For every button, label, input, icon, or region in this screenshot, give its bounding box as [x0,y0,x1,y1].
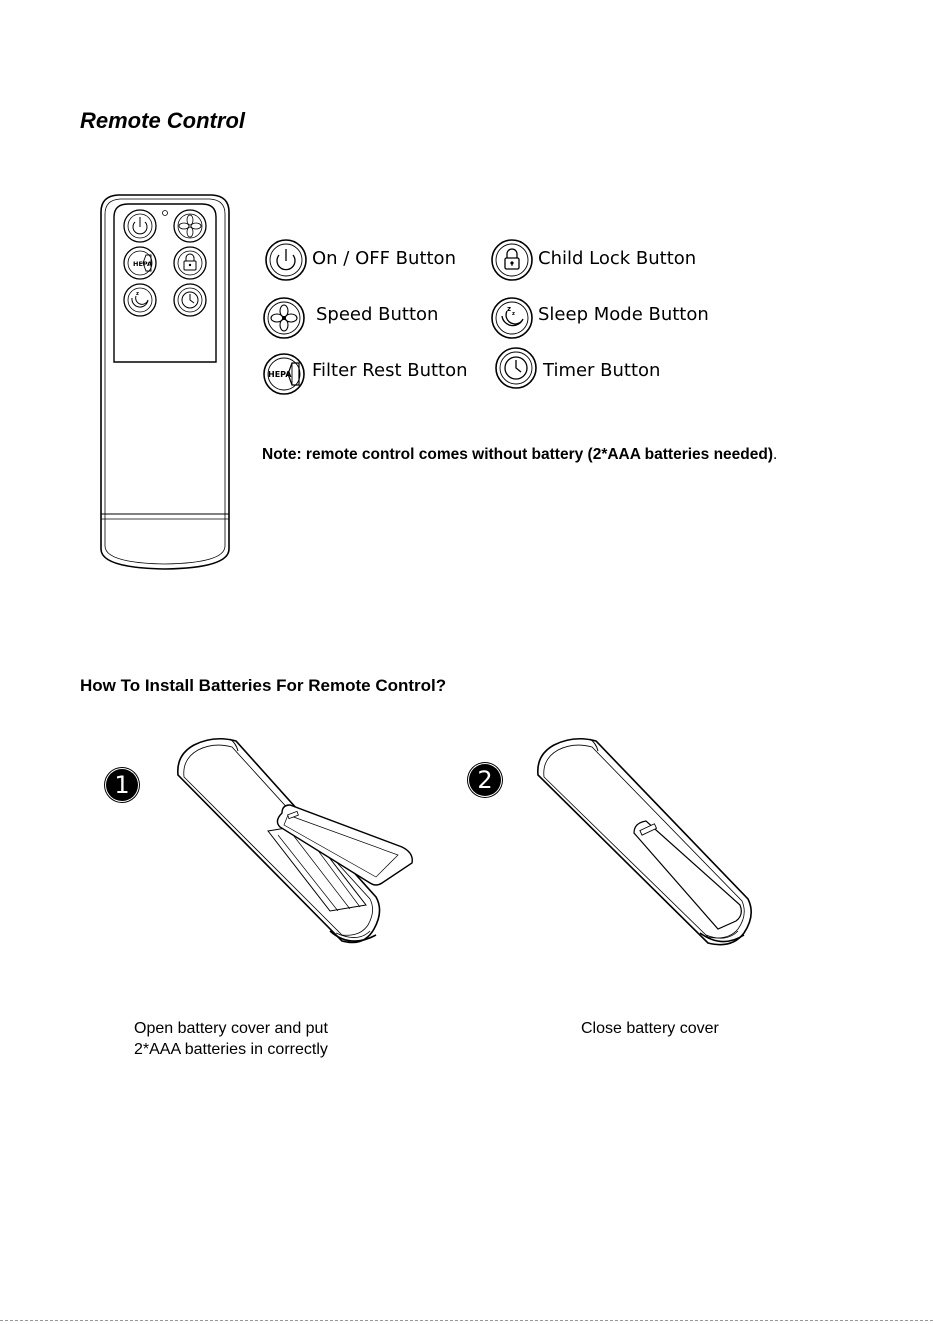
step-2-caption [581,1018,719,1039]
legend-label-sleep-mode: Sleep Mode Button [538,304,709,325]
legend-label-timer: Timer Button [543,360,661,381]
close-battery-cover-illustration [530,735,765,955]
battery-note [262,444,802,465]
step-2-caption-line-1: Close battery cover [581,1020,719,1037]
svg-text:z: z [512,311,515,317]
remote-hepa-text: HEPA [133,260,153,268]
power-icon [264,238,308,282]
step-number-badge: 2 [469,764,501,796]
step-1-caption [134,1018,328,1060]
sleep-mode-icon [490,296,534,340]
child-lock-icon [490,238,534,282]
step-1-caption-line-2: 2*AAA batteries in correctly [134,1041,328,1058]
svg-text:z: z [136,291,139,297]
battery-note-text: Note: remote control comes without battery (2*AAA batteries needed) [262,446,774,463]
legend-label-child-lock: Child Lock Button [538,248,697,269]
remote-child-lock-button[interactable] [174,247,206,279]
timer-icon [494,346,538,390]
svg-text:z: z [507,305,512,313]
section-title-remote-control: Remote Control [80,108,245,133]
battery-note-period: . [773,446,778,463]
remote-filter-reset-button[interactable] [124,247,156,279]
remote-sleep-button[interactable] [124,284,156,316]
remote-control-illustration [98,192,232,572]
svg-text:HEPA: HEPA [268,370,292,379]
legend-label-filter-reset: Filter Rest Button [312,360,468,381]
step-1-caption-line-1: Open battery cover and put [134,1020,328,1037]
section-title-install-batteries: How To Install Batteries For Remote Control? [80,676,447,695]
page-bottom-divider [0,1320,933,1321]
remote-speed-button[interactable] [174,210,206,242]
remote-timer-button[interactable] [174,284,206,316]
legend-label-power: On / OFF Button [312,248,456,269]
open-battery-cover-illustration [170,735,420,950]
remote-power-button[interactable] [124,210,156,242]
legend-label-speed: Speed Button [316,304,439,325]
step-number-badge: 1 [106,769,138,801]
fan-speed-icon [262,296,306,340]
hepa-filter-icon [262,352,306,396]
